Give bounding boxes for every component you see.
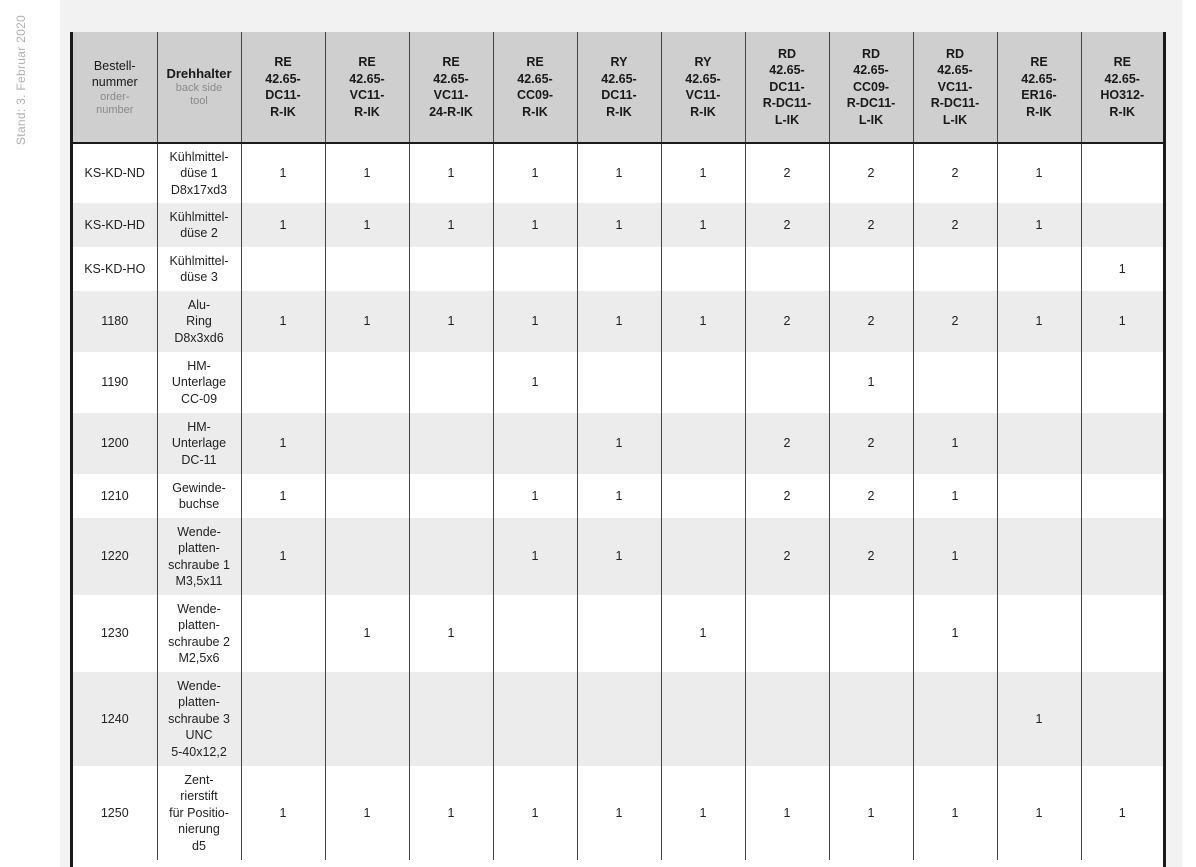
quantity-cell: 1 bbox=[493, 474, 577, 518]
quantity-cell bbox=[241, 672, 325, 766]
quantity-cell: 1 bbox=[577, 474, 661, 518]
order-number-cell: 1230 bbox=[73, 595, 157, 672]
quantity-cell bbox=[241, 352, 325, 413]
quantity-cell bbox=[997, 518, 1081, 595]
parts-table bbox=[73, 32, 1163, 860]
header-tool-4: RE 42.65- CC09- R-IK bbox=[493, 32, 577, 143]
quantity-cell: 1 bbox=[241, 203, 325, 247]
quantity-cell: 2 bbox=[745, 413, 829, 474]
quantity-cell bbox=[913, 352, 997, 413]
quantity-cell: 2 bbox=[745, 203, 829, 247]
quantity-cell: 2 bbox=[745, 518, 829, 595]
quantity-cell: 1 bbox=[241, 766, 325, 860]
part-description-cell: HM- Unterlage CC-09 bbox=[157, 352, 241, 413]
quantity-cell bbox=[409, 413, 493, 474]
order-number-cell: 1240 bbox=[73, 672, 157, 766]
quantity-cell bbox=[913, 247, 997, 291]
header-holder bbox=[157, 32, 241, 143]
quantity-cell: 1 bbox=[913, 474, 997, 518]
quantity-cell: 1 bbox=[997, 672, 1081, 766]
quantity-cell: 1 bbox=[493, 766, 577, 860]
part-description-cell: Kühlmittel- düse 2 bbox=[157, 203, 241, 247]
parts-table-sheet bbox=[70, 32, 1166, 867]
quantity-cell bbox=[409, 474, 493, 518]
quantity-cell: 1 bbox=[913, 766, 997, 860]
quantity-cell: 1 bbox=[1081, 247, 1163, 291]
quantity-cell bbox=[997, 413, 1081, 474]
quantity-cell: 1 bbox=[997, 291, 1081, 352]
order-number-cell: KS-KD-HO bbox=[73, 247, 157, 291]
part-description-cell: Wende- platten- schraube 2 M2,5x6 bbox=[157, 595, 241, 672]
quantity-cell bbox=[1081, 203, 1163, 247]
quantity-cell bbox=[325, 413, 409, 474]
quantity-cell bbox=[493, 413, 577, 474]
quantity-cell bbox=[325, 247, 409, 291]
part-description-cell: Kühlmittel- düse 1 D8x17xd3 bbox=[157, 143, 241, 203]
quantity-cell: 2 bbox=[913, 203, 997, 247]
quantity-cell bbox=[493, 595, 577, 672]
quantity-cell: 1 bbox=[409, 291, 493, 352]
quantity-cell bbox=[409, 518, 493, 595]
table-row bbox=[73, 518, 1163, 595]
order-number-cell: KS-KD-HD bbox=[73, 203, 157, 247]
quantity-cell bbox=[829, 247, 913, 291]
quantity-cell bbox=[1081, 595, 1163, 672]
part-description-cell: Wende- platten- schraube 1 M3,5x11 bbox=[157, 518, 241, 595]
quantity-cell bbox=[1081, 352, 1163, 413]
part-description-cell: Gewinde- buchse bbox=[157, 474, 241, 518]
quantity-cell: 1 bbox=[577, 413, 661, 474]
part-description-cell: Alu- Ring D8x3xd6 bbox=[157, 291, 241, 352]
table-row bbox=[73, 672, 1163, 766]
quantity-cell bbox=[661, 518, 745, 595]
left-margin bbox=[0, 0, 60, 867]
order-number-cell: KS-KD-ND bbox=[73, 143, 157, 203]
quantity-cell bbox=[997, 474, 1081, 518]
order-number-cell: 1180 bbox=[73, 291, 157, 352]
quantity-cell: 1 bbox=[493, 352, 577, 413]
quantity-cell bbox=[661, 352, 745, 413]
order-number-cell: 1200 bbox=[73, 413, 157, 474]
table-row bbox=[73, 413, 1163, 474]
quantity-cell bbox=[409, 672, 493, 766]
quantity-cell: 1 bbox=[577, 291, 661, 352]
quantity-cell: 1 bbox=[1081, 291, 1163, 352]
quantity-cell: 1 bbox=[997, 766, 1081, 860]
quantity-cell: 2 bbox=[829, 203, 913, 247]
header-tool-2: RE 42.65- VC11- R-IK bbox=[325, 32, 409, 143]
order-number-cell: 1210 bbox=[73, 474, 157, 518]
quantity-cell bbox=[661, 413, 745, 474]
stand-date-label: Stand: 3. Februar 2020 bbox=[14, 14, 28, 145]
quantity-cell bbox=[409, 247, 493, 291]
quantity-cell bbox=[577, 595, 661, 672]
header-tool-11: RE 42.65- HO312- R-IK bbox=[1081, 32, 1163, 143]
header-order-number bbox=[73, 32, 157, 143]
quantity-cell: 1 bbox=[913, 413, 997, 474]
header-tool-5: RY 42.65- DC11- R-IK bbox=[577, 32, 661, 143]
quantity-cell bbox=[829, 595, 913, 672]
table-row bbox=[73, 352, 1163, 413]
header-tool-9: RD 42.65- VC11- R-DC11- L-IK bbox=[913, 32, 997, 143]
quantity-cell bbox=[493, 672, 577, 766]
quantity-cell bbox=[661, 672, 745, 766]
quantity-cell: 2 bbox=[829, 413, 913, 474]
quantity-cell: 1 bbox=[409, 766, 493, 860]
quantity-cell: 1 bbox=[493, 203, 577, 247]
quantity-cell bbox=[493, 247, 577, 291]
quantity-cell bbox=[577, 352, 661, 413]
quantity-cell bbox=[325, 352, 409, 413]
quantity-cell: 1 bbox=[745, 766, 829, 860]
quantity-cell: 1 bbox=[577, 203, 661, 247]
quantity-cell: 2 bbox=[745, 474, 829, 518]
quantity-cell bbox=[997, 247, 1081, 291]
quantity-cell bbox=[745, 352, 829, 413]
quantity-cell: 1 bbox=[325, 595, 409, 672]
quantity-cell bbox=[241, 247, 325, 291]
quantity-cell: 1 bbox=[577, 143, 661, 203]
quantity-cell: 1 bbox=[913, 595, 997, 672]
quantity-cell bbox=[745, 247, 829, 291]
quantity-cell bbox=[325, 672, 409, 766]
quantity-cell bbox=[1081, 518, 1163, 595]
table-row bbox=[73, 474, 1163, 518]
quantity-cell: 1 bbox=[661, 595, 745, 672]
quantity-cell: 1 bbox=[997, 143, 1081, 203]
quantity-cell: 1 bbox=[829, 352, 913, 413]
quantity-cell bbox=[1081, 474, 1163, 518]
quantity-cell: 1 bbox=[493, 291, 577, 352]
quantity-cell bbox=[661, 247, 745, 291]
quantity-cell bbox=[577, 672, 661, 766]
table-row bbox=[73, 291, 1163, 352]
order-number-cell: 1190 bbox=[73, 352, 157, 413]
quantity-cell: 1 bbox=[241, 291, 325, 352]
order-number-cell: 1220 bbox=[73, 518, 157, 595]
table-header-row bbox=[73, 32, 1163, 143]
quantity-cell bbox=[577, 247, 661, 291]
part-description-cell: Zent- rierstift für Positio- nierung d5 bbox=[157, 766, 241, 860]
quantity-cell bbox=[745, 672, 829, 766]
quantity-cell: 2 bbox=[829, 291, 913, 352]
quantity-cell: 2 bbox=[829, 143, 913, 203]
quantity-cell: 2 bbox=[829, 518, 913, 595]
quantity-cell bbox=[661, 474, 745, 518]
table-row bbox=[73, 766, 1163, 860]
quantity-cell: 1 bbox=[493, 143, 577, 203]
quantity-cell bbox=[1081, 143, 1163, 203]
quantity-cell: 1 bbox=[241, 143, 325, 203]
part-description-cell: Kühlmittel- düse 3 bbox=[157, 247, 241, 291]
header-tool-10: RE 42.65- ER16- R-IK bbox=[997, 32, 1081, 143]
quantity-cell bbox=[745, 595, 829, 672]
quantity-cell: 1 bbox=[913, 518, 997, 595]
quantity-cell: 1 bbox=[241, 518, 325, 595]
quantity-cell: 1 bbox=[241, 474, 325, 518]
quantity-cell: 1 bbox=[661, 143, 745, 203]
quantity-cell: 1 bbox=[325, 143, 409, 203]
quantity-cell: 2 bbox=[745, 143, 829, 203]
quantity-cell bbox=[1081, 672, 1163, 766]
quantity-cell: 1 bbox=[829, 766, 913, 860]
quantity-cell: 1 bbox=[577, 766, 661, 860]
quantity-cell: 2 bbox=[829, 474, 913, 518]
table-body bbox=[73, 143, 1163, 860]
quantity-cell: 1 bbox=[325, 291, 409, 352]
quantity-cell: 2 bbox=[913, 143, 997, 203]
header-tool-6: RY 42.65- VC11- R-IK bbox=[661, 32, 745, 143]
quantity-cell bbox=[913, 672, 997, 766]
quantity-cell: 1 bbox=[409, 595, 493, 672]
table-row bbox=[73, 203, 1163, 247]
table-row bbox=[73, 595, 1163, 672]
quantity-cell bbox=[997, 595, 1081, 672]
quantity-cell: 1 bbox=[493, 518, 577, 595]
header-tool-3: RE 42.65- VC11- 24-R-IK bbox=[409, 32, 493, 143]
quantity-cell: 1 bbox=[325, 766, 409, 860]
quantity-cell: 1 bbox=[241, 413, 325, 474]
header-holder-label: Drehhalter bbox=[166, 66, 232, 81]
quantity-cell: 1 bbox=[409, 143, 493, 203]
quantity-cell: 1 bbox=[577, 518, 661, 595]
quantity-cell: 1 bbox=[409, 203, 493, 247]
quantity-cell: 1 bbox=[661, 291, 745, 352]
quantity-cell bbox=[1081, 413, 1163, 474]
quantity-cell bbox=[241, 595, 325, 672]
quantity-cell: 1 bbox=[325, 203, 409, 247]
quantity-cell: 1 bbox=[997, 203, 1081, 247]
quantity-cell bbox=[325, 518, 409, 595]
quantity-cell: 2 bbox=[745, 291, 829, 352]
header-tool-1: RE 42.65- DC11- R-IK bbox=[241, 32, 325, 143]
header-tool-7: RD 42.65- DC11- R-DC11- L-IK bbox=[745, 32, 829, 143]
quantity-cell bbox=[409, 352, 493, 413]
header-tool-8: RD 42.65- CC09- R-DC11- L-IK bbox=[829, 32, 913, 143]
order-number-cell: 1250 bbox=[73, 766, 157, 860]
quantity-cell: 1 bbox=[661, 203, 745, 247]
table-row bbox=[73, 143, 1163, 203]
quantity-cell: 1 bbox=[1081, 766, 1163, 860]
header-order-number-label: Bestell- nummer bbox=[91, 58, 138, 89]
part-description-cell: HM- Unterlage DC-11 bbox=[157, 413, 241, 474]
table-row bbox=[73, 247, 1163, 291]
header-order-number-sub: order- number bbox=[96, 90, 134, 116]
quantity-cell bbox=[325, 474, 409, 518]
quantity-cell: 2 bbox=[913, 291, 997, 352]
part-description-cell: Wende- platten- schraube 3 UNC 5-40x12,2 bbox=[157, 672, 241, 766]
quantity-cell bbox=[997, 352, 1081, 413]
quantity-cell: 1 bbox=[661, 766, 745, 860]
quantity-cell bbox=[829, 672, 913, 766]
header-holder-sub: back side tool bbox=[175, 82, 223, 107]
